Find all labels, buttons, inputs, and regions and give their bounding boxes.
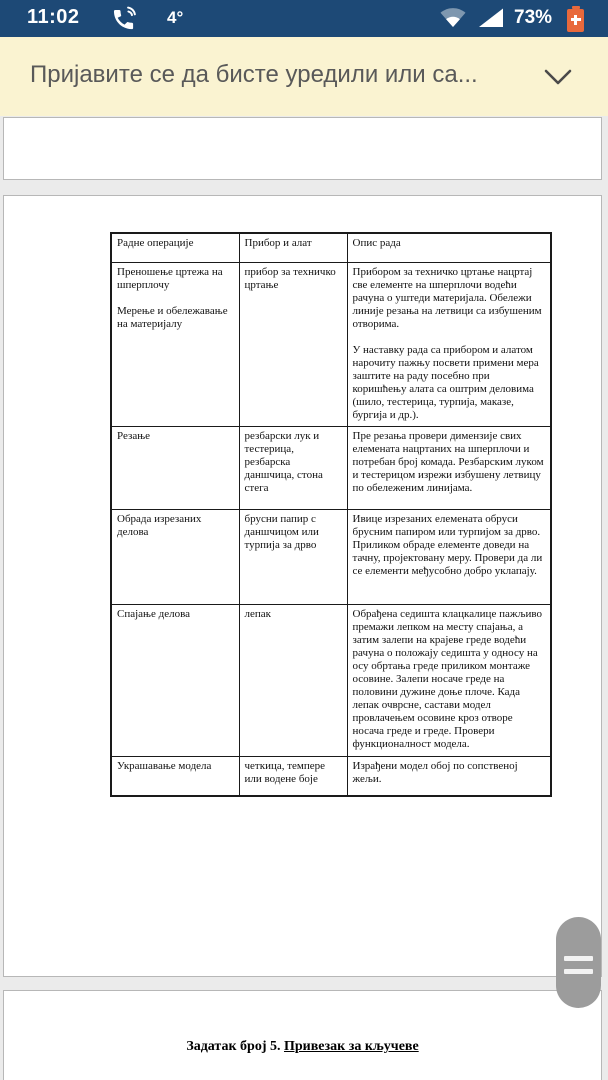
column-header-operations: Радне операције — [111, 233, 239, 262]
table-cell — [111, 509, 239, 604]
cell-paragraph: лепак — [244, 607, 271, 620]
table-cell — [347, 604, 551, 756]
battery-saver-icon — [567, 6, 584, 32]
cell-paragraph: Резање — [117, 429, 151, 442]
cell-paragraph: Обрада изрезаних делова — [117, 512, 202, 538]
worksheet-table — [110, 232, 552, 797]
cell-paragraph: Пре резања провери димензије свих елемената нацртаних на шперплочи и потребан број комада. Резбарским луком и тестерицом изрежи избушену летвицу по обележеним линијама. — [352, 429, 544, 494]
cell-paragraph: Прибором за техничко цртање нацртај све елементе на шперплочи водећи рачуна о уштеди материјала. Обележи линије резања на летвици са избушеним отворима. — [352, 265, 542, 330]
table-row — [111, 604, 551, 756]
table-cell — [111, 262, 239, 426]
cell-paragraph: Израђени модел обој по сопственој жељи. — [352, 759, 518, 785]
battery-percent-label: 73% — [514, 7, 553, 28]
table-cell — [239, 426, 347, 509]
document-viewport[interactable] — [0, 116, 608, 1080]
sign-in-banner-text: Пријавите се да бисте уредили или са... — [30, 61, 478, 88]
table-header-row — [111, 233, 551, 262]
sign-in-banner[interactable] — [0, 37, 608, 116]
cell-paragraph: Спајање делова — [117, 607, 191, 620]
table-row — [111, 426, 551, 509]
cell-paragraph: резбарски лук и тестерица, резбарска даншчица, стона стега — [244, 429, 323, 494]
cell-paragraph: Ивице изрезаних елемената обруси брусним папиром или турпијом за дрво. Приликом обраде елементе доведи на тачну, пројектовану меру. Провери да ли се елементи међусобно добро уклапају. — [352, 512, 543, 577]
table-cell — [239, 756, 347, 796]
table-row — [111, 509, 551, 604]
cell-paragraph: брусни папир с даншчицом или турпија за дрво — [244, 512, 319, 551]
column-header-description: Опис рада — [347, 233, 551, 262]
status-bar — [0, 0, 608, 37]
table-cell — [347, 262, 551, 426]
cell-paragraph: четкица, темпере или водене боје — [244, 759, 326, 785]
table-cell — [347, 756, 551, 796]
table-row — [111, 262, 551, 426]
task-title-prefix: Задатак број 5. — [186, 1039, 284, 1054]
scroll-handle[interactable] — [556, 917, 601, 1008]
table-cell — [111, 604, 239, 756]
table-cell — [239, 509, 347, 604]
table-cell — [111, 756, 239, 796]
scroll-handle-grip-line — [564, 956, 593, 961]
table-cell — [347, 426, 551, 509]
page-fragment-bottom — [3, 990, 602, 1080]
cellular-signal-icon — [478, 8, 504, 28]
cell-paragraph: Украшавање модела — [117, 759, 212, 772]
worksheet-table-body — [111, 262, 551, 796]
cell-paragraph: Преношење цртежа на шперплочу — [117, 265, 223, 291]
table-cell — [239, 604, 347, 756]
task-title — [4, 991, 601, 1055]
page-worksheet — [3, 195, 602, 977]
table-row — [111, 756, 551, 796]
page-fragment-top — [3, 117, 602, 180]
wifi-icon — [440, 8, 466, 28]
table-cell — [239, 262, 347, 426]
cell-paragraph: Мерење и обележавање на материјалу — [117, 304, 228, 330]
scroll-handle-grip-line — [564, 969, 593, 974]
cell-paragraph: У наставку рада са прибором и алатом нарочиту пажњу посвети примени мера заштите на раду посебно при коришћењу алата са оштрим деловима (шило, тестерица, турпија, маказе, бургија и др.). — [352, 343, 539, 421]
wifi-calling-icon — [110, 5, 138, 33]
chevron-down-icon[interactable] — [543, 68, 573, 86]
temperature-label: 4° — [167, 8, 184, 27]
cell-paragraph: прибор за техничко цртање — [244, 265, 336, 291]
column-header-tools: Прибор и алат — [239, 233, 347, 262]
task-title-link: Привезак за кључеве — [283, 1039, 419, 1054]
cell-paragraph: Обрађена седишта клацкалице пажљиво премажи лепком на месту спајања, а затим залепи на крајеве греде водећи рачуна о положају седишта у односу на осу обртања греде приликом монтаже осовине. Залепи носаче греде на половини дужине доње плоче. Када лепак очврсне, састави модел провлачењем осовине кроз отворе носача греде и греде. Провери функционалност модела. — [352, 607, 542, 750]
table-cell — [111, 426, 239, 509]
table-cell — [347, 509, 551, 604]
clock: 11:02 — [27, 6, 80, 28]
